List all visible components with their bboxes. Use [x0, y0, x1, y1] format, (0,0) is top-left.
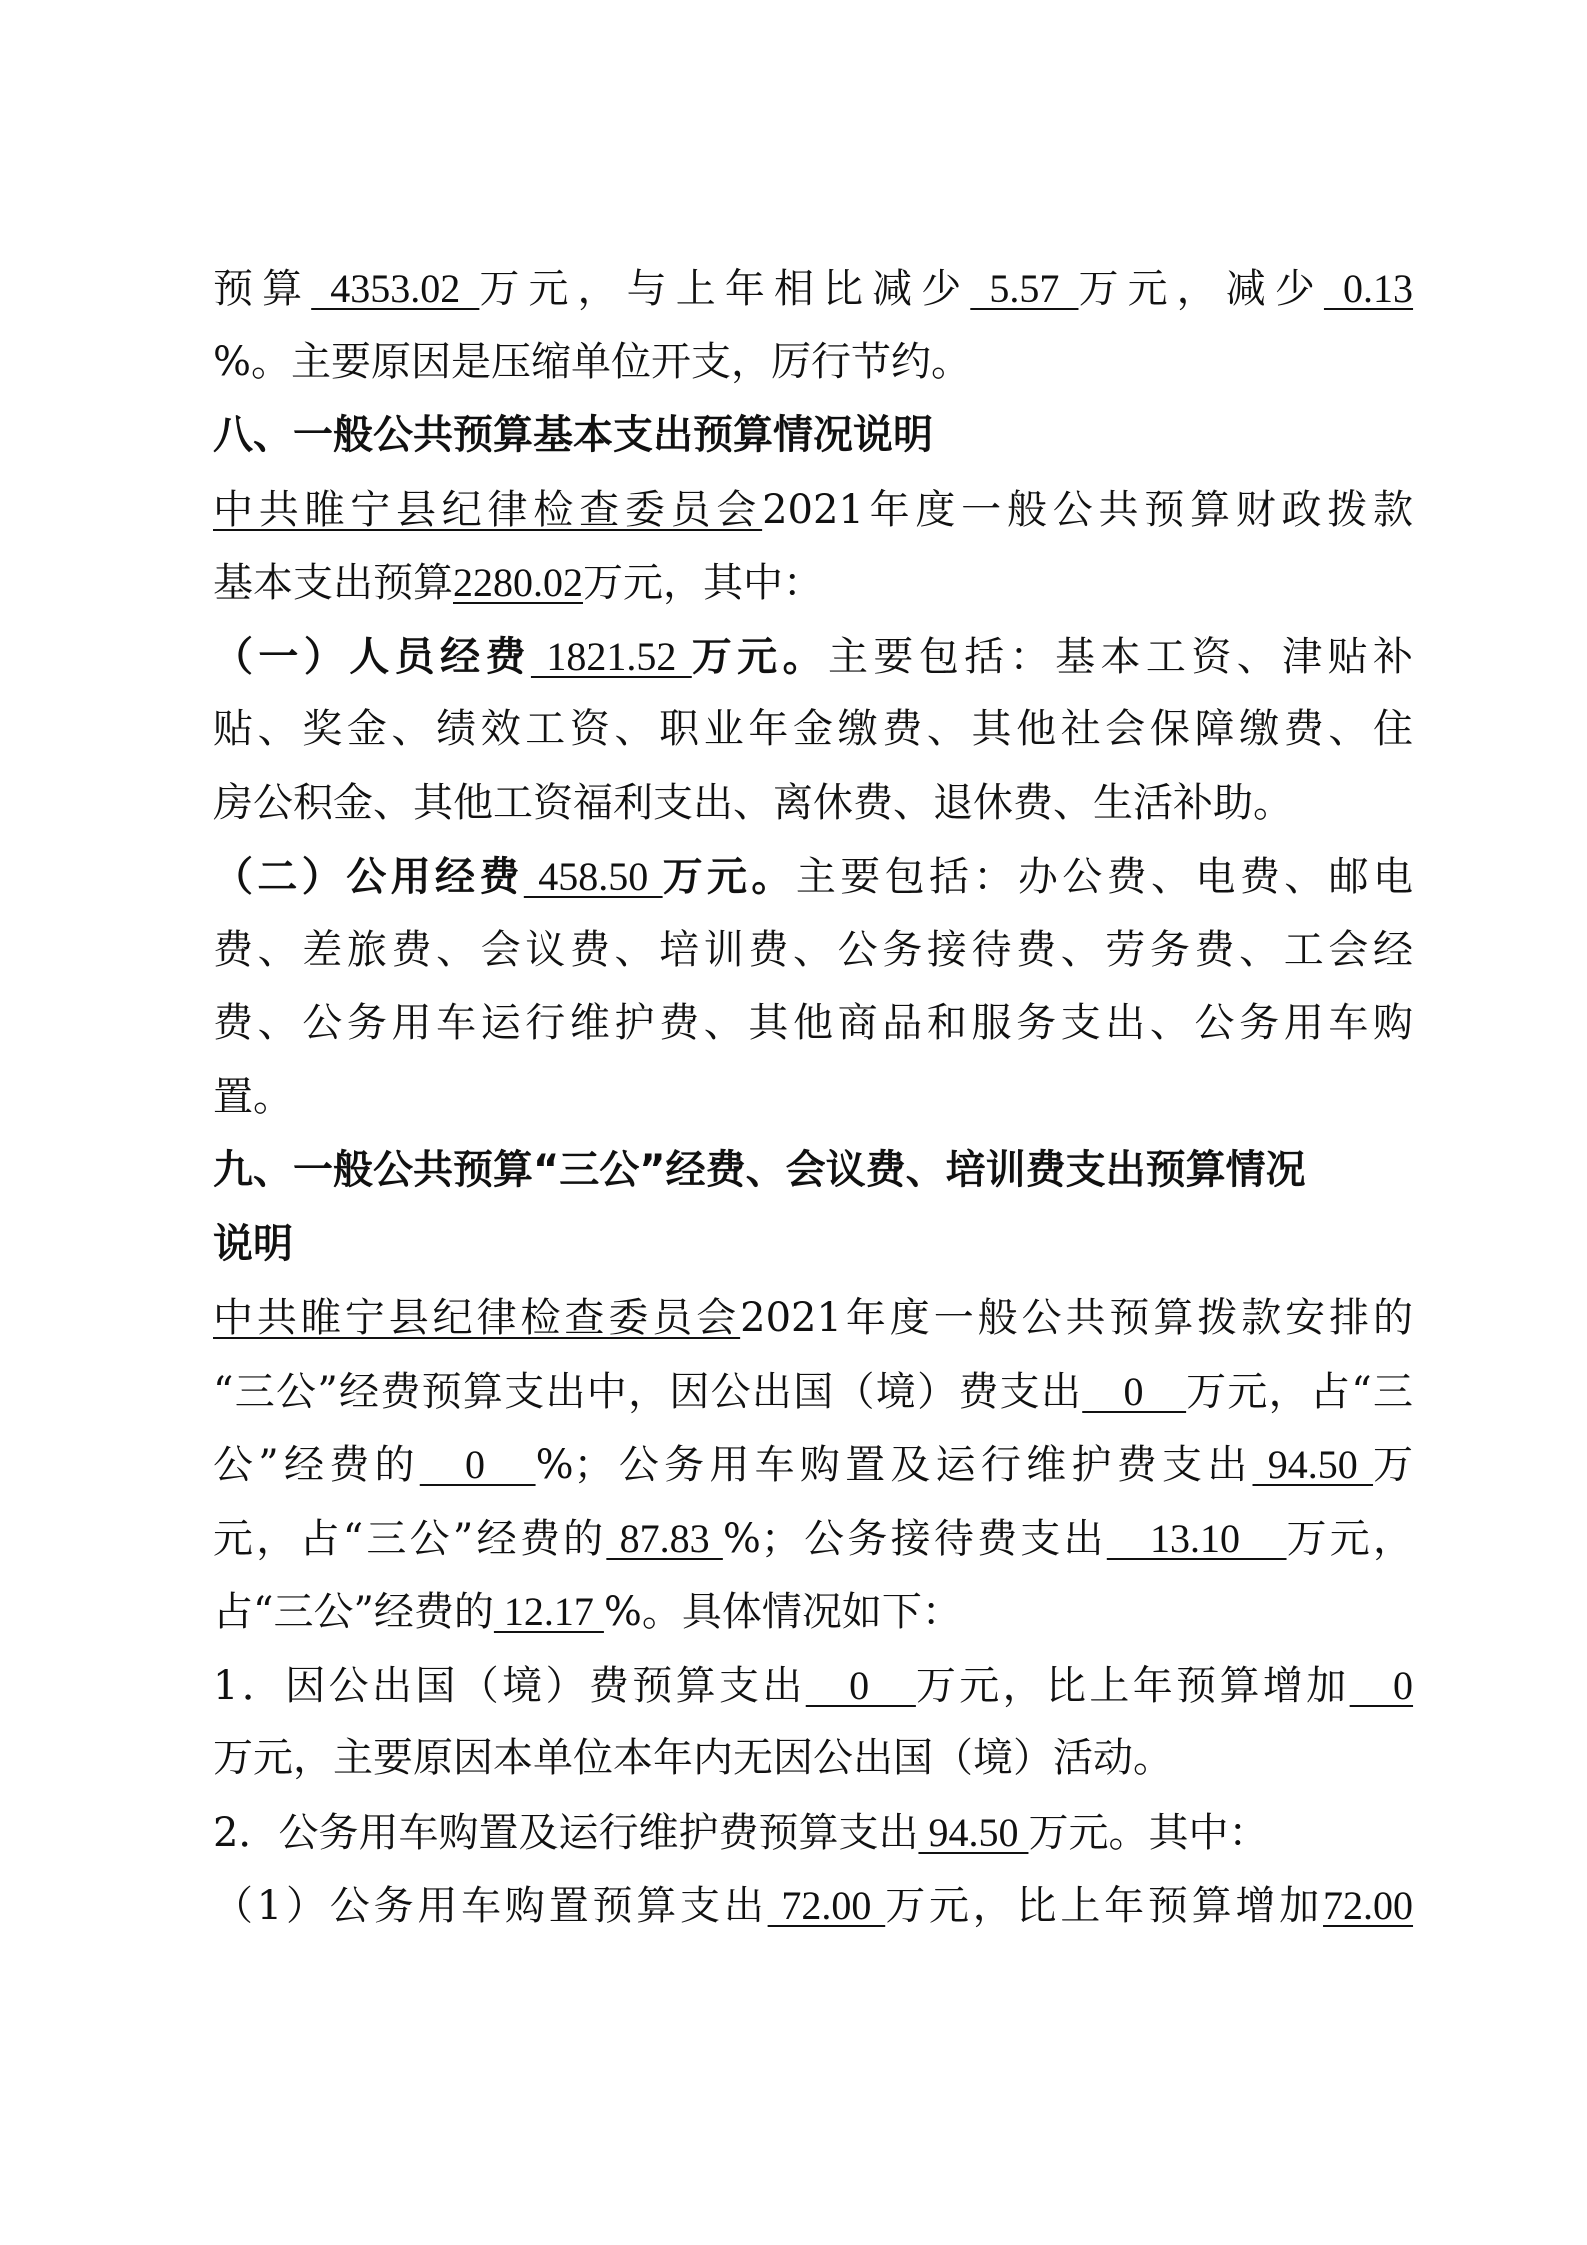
paragraph-line-10 — [213, 987, 1413, 1061]
paragraph-line-12 — [213, 1281, 1413, 1355]
text-segment: 公”经费的 — [213, 1442, 420, 1488]
vehicle-purchase-value: 72.00 — [767, 1883, 886, 1928]
heading-text: 九、一般公共预算“三公”经费、会议费、培训费支出预算情况 — [213, 1147, 1306, 1193]
text-segment: %；公务接待费支出 — [722, 1515, 1107, 1562]
text-segment: %。具体情况如下： — [603, 1589, 962, 1635]
budget-total-value: 4353.02 — [311, 266, 480, 311]
paragraph-line-18 — [213, 1722, 1413, 1796]
text-segment: %；公务用车购置及运行维护费支出 — [535, 1442, 1253, 1488]
text-segment: 万元，主要原因本单位本年内无因公出国（境）活动。 — [213, 1735, 1173, 1781]
personnel-cost-label: （一）人员经费 — [213, 633, 531, 680]
text-segment: 万元，比上年预算增加 — [885, 1883, 1324, 1929]
unit-label: 万元。 — [662, 854, 796, 900]
text-segment: 置。 — [213, 1073, 293, 1120]
overseas-increase-value: 0 — [1349, 1662, 1414, 1708]
heading-text: 八、一般公共预算基本支出预算情况说明 — [213, 412, 933, 458]
vehicle-purchase-increase-value: 72.00 — [1323, 1883, 1414, 1928]
decrease-percent-value: 0.13 — [1323, 266, 1414, 311]
paragraph-line-17 — [213, 1649, 1413, 1723]
vehicle-cost-value: 94.50 — [1252, 1442, 1374, 1487]
overseas-budget-value: 0 — [805, 1662, 916, 1708]
paragraph-line-2 — [213, 326, 1413, 400]
section-heading-8 — [213, 399, 1413, 473]
paragraph-line-13 — [213, 1355, 1413, 1429]
overseas-travel-percent: 0 — [419, 1442, 536, 1487]
text-segment: 1．因公出国（境）费预算支出 — [213, 1662, 806, 1709]
section-heading-9-line-2 — [213, 1208, 1413, 1282]
personnel-cost-value: 1821.52 — [530, 633, 692, 679]
text-segment: 基本支出预算 — [213, 560, 453, 606]
text-segment: 万 — [1373, 1442, 1414, 1488]
paragraph-line-6 — [213, 693, 1413, 767]
paragraph-line-8 — [213, 840, 1413, 914]
text-segment: 万元，占“三 — [1186, 1368, 1413, 1415]
paragraph-line-11 — [213, 1061, 1413, 1135]
text-segment: 费、公务用车运行维护费、其他商品和服务支出、公务用车购 — [213, 1000, 1413, 1046]
text-segment: 万元。其中： — [1028, 1809, 1269, 1856]
decrease-amount-value: 5.57 — [970, 266, 1079, 311]
text-segment: 万元，与上年相比减少 — [479, 266, 971, 312]
reception-cost-percent: 12.17 — [493, 1589, 604, 1634]
text-segment: 预算 — [213, 266, 312, 312]
text-segment: 万元，比上年预算增加 — [915, 1662, 1350, 1709]
text-segment: 2021年度一般公共预算财政拨款 — [762, 486, 1414, 533]
paragraph-line-16 — [213, 1575, 1413, 1649]
text-segment: 万元，减少 — [1078, 266, 1324, 312]
unit-label: 万元。 — [691, 633, 829, 680]
organization-name: 中共睢宁县纪律检查委员会 — [213, 1295, 741, 1340]
text-segment: 2．公务用车购置及运行维护费预算支出 — [213, 1809, 919, 1856]
text-segment: 费、差旅费、会议费、培训费、公务接待费、劳务费、工会经 — [213, 926, 1413, 973]
public-cost-value: 458.50 — [523, 854, 663, 899]
basic-expenditure-value: 2280.02 — [453, 560, 583, 605]
text-segment: 2021年度一般公共预算拨款安排的 — [740, 1295, 1414, 1341]
paragraph-line-1 — [213, 252, 1413, 326]
text-segment: %。主要原因是压缩单位开支，厉行节约。 — [213, 338, 972, 385]
text-segment: 主要包括：基本工资、津贴补 — [828, 633, 1414, 680]
organization-name: 中共睢宁县纪律检查委员会 — [213, 486, 763, 532]
reception-cost-value: 13.10 — [1106, 1515, 1287, 1561]
vehicle-cost-percent: 87.83 — [606, 1515, 723, 1561]
text-segment: （1）公务用车购置预算支出 — [213, 1883, 768, 1929]
vehicle-budget-value: 94.50 — [918, 1809, 1029, 1855]
document-page — [213, 252, 1413, 1943]
overseas-travel-value: 0 — [1082, 1368, 1187, 1414]
heading-text: 说明 — [213, 1220, 293, 1267]
paragraph-line-14 — [213, 1428, 1413, 1502]
paragraph-line-9 — [213, 914, 1413, 988]
text-segment: 贴、奖金、绩效工资、职业年金缴费、其他社会保障缴费、住 — [213, 706, 1413, 752]
section-heading-9-line-1 — [213, 1134, 1413, 1208]
public-cost-label: （二）公用经费 — [213, 854, 524, 900]
paragraph-line-4 — [213, 546, 1413, 620]
paragraph-line-7 — [213, 767, 1413, 841]
paragraph-line-3 — [213, 473, 1413, 547]
text-segment: 万元， — [1286, 1515, 1414, 1562]
text-segment: 房公积金、其他工资福利支出、离休费、退休费、生活补助。 — [213, 779, 1293, 826]
text-segment: 元，占“三公”经费的 — [213, 1515, 607, 1562]
text-segment: “三公”经费预算支出中，因公出国（境）费支出 — [213, 1368, 1083, 1415]
text-segment: 万元，其中： — [583, 560, 823, 606]
paragraph-line-5 — [213, 620, 1413, 694]
text-segment: 主要包括：办公费、电费、邮电 — [795, 854, 1414, 900]
text-segment: 占“三公”经费的 — [213, 1589, 494, 1635]
paragraph-line-19 — [213, 1796, 1413, 1870]
paragraph-line-20 — [213, 1869, 1413, 1943]
paragraph-line-15 — [213, 1502, 1413, 1576]
